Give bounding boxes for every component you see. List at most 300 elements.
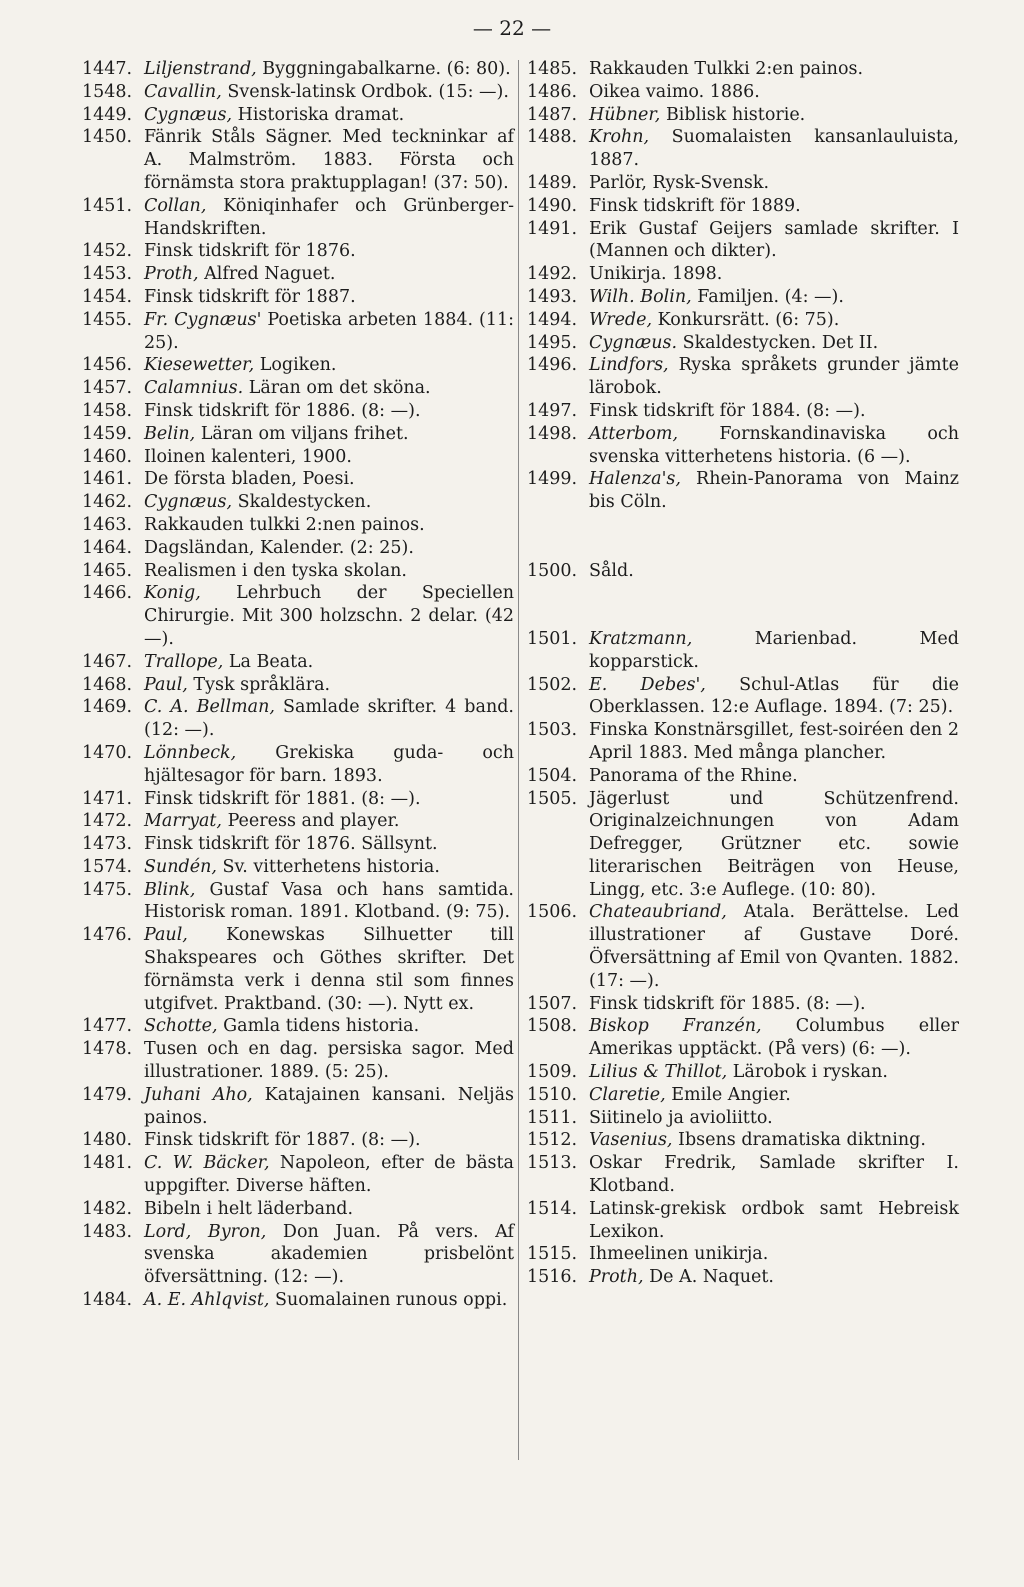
entry-text xyxy=(589,172,959,195)
entry-title: Finsk tidskrift för 1887. xyxy=(144,286,356,307)
catalog-entry xyxy=(82,400,514,423)
catalog-entry xyxy=(82,81,514,104)
entry-text xyxy=(144,1198,514,1221)
catalog-entry xyxy=(82,879,514,925)
catalog-entry xyxy=(527,400,959,423)
entry-title: Såld. xyxy=(589,560,634,581)
catalog-entry xyxy=(82,195,514,241)
catalog-entry xyxy=(527,1129,959,1152)
entry-number: 1488. xyxy=(527,127,578,148)
entry-title: Ihmeelinen unikirja. xyxy=(589,1244,769,1265)
entry-author: Chateaubriand, xyxy=(589,902,727,923)
entry-title: Finsk tidskrift för 1881. (8: —). xyxy=(144,788,421,809)
catalog-entry xyxy=(527,1107,959,1130)
entry-title: Ryska språkets grunder jämte lärobok. xyxy=(589,355,959,399)
entry-text xyxy=(589,195,959,218)
entry-author: Krohn, xyxy=(589,127,650,148)
entry-number: 1487. xyxy=(527,104,578,125)
entry-title: Erik Gustaf Geijers samlade skrifter. I (Mannen och dikter). xyxy=(589,218,959,262)
entry-text xyxy=(589,354,959,400)
entry-text xyxy=(144,560,514,583)
entry-author: Wrede, xyxy=(589,309,653,330)
entry-number: 1482. xyxy=(82,1198,133,1219)
entry-number: 1447. xyxy=(82,59,133,79)
entry-number: 1505. xyxy=(527,788,578,809)
catalog-entry xyxy=(527,901,959,992)
entry-number: 1452. xyxy=(82,241,133,262)
entry-title: Köniqinhafer och Grünberger-Handskriften. xyxy=(144,195,514,239)
entry-text xyxy=(144,446,514,469)
entry-author: Liljenstrand, xyxy=(144,59,257,79)
entry-title: Panorama of the Rhine. xyxy=(589,765,798,786)
catalog-entry xyxy=(82,126,514,194)
catalog-entry xyxy=(527,993,959,1016)
catalog-entry xyxy=(82,1221,514,1289)
entry-number: 1491. xyxy=(527,218,578,239)
entry-title: Samlade skrifter. 4 band. (12: —). xyxy=(144,697,514,741)
entry-number: 1502. xyxy=(527,674,578,695)
catalog-entry xyxy=(527,628,959,674)
entry-text xyxy=(589,1198,959,1244)
left-column xyxy=(82,58,514,1312)
catalog-entry xyxy=(527,468,959,514)
entry-title: Rakkauden Tulkki 2:en painos. xyxy=(589,59,864,79)
entry-number: 1548. xyxy=(82,81,133,102)
catalog-entry xyxy=(82,674,514,697)
entry-text xyxy=(144,696,514,742)
entry-number: 1509. xyxy=(527,1062,578,1083)
entry-title: Realismen i den tyska skolan. xyxy=(144,560,407,581)
entry-author: Biskop Franzén, xyxy=(589,1016,762,1037)
entry-title: Logiken. xyxy=(254,355,337,376)
entry-number: 1500. xyxy=(527,560,578,581)
catalog-entry xyxy=(527,1198,959,1244)
entry-title: Lärobok i ryskan. xyxy=(727,1062,888,1083)
entry-title: Napoleon, efter de bästa uppgifter. Diverse häften. xyxy=(144,1153,514,1197)
entry-text xyxy=(144,537,514,560)
entry-number: 1459. xyxy=(82,423,133,444)
entry-author: Claretie, xyxy=(589,1084,666,1105)
catalog-entry xyxy=(82,810,514,833)
entry-text xyxy=(589,1061,959,1084)
catalog-entry xyxy=(82,446,514,469)
entry-number: 1486. xyxy=(527,81,578,102)
entry-author: Lönnbeck, xyxy=(144,742,237,763)
entry-author: Vasenius, xyxy=(589,1130,673,1151)
entry-number: 1450. xyxy=(82,127,133,148)
entry-author: Proth, xyxy=(589,1267,644,1288)
entry-title: Finska Konstnärsgillet, fest-soiréen den 2 April 1883. Med många plancher. xyxy=(589,720,959,763)
catalog-entry xyxy=(527,218,959,264)
entry-title: Atala. Berättelse. Led illustrationer af Gustave Doré. Öfversättning af Emil von Qvanten. 1882. (17: —). xyxy=(589,902,959,991)
catalog-entry xyxy=(82,833,514,856)
entry-text xyxy=(589,719,959,765)
entry-text xyxy=(589,468,959,514)
catalog-entry xyxy=(527,1266,959,1289)
entry-number: 1468. xyxy=(82,674,133,695)
entry-number: 1484. xyxy=(82,1290,133,1311)
entry-number: 1458. xyxy=(82,400,133,421)
entry-author: Sundén, xyxy=(144,856,217,877)
catalog-entry xyxy=(82,377,514,400)
entry-author: Juhani Aho, xyxy=(144,1084,253,1105)
entry-text xyxy=(589,993,959,1016)
entry-title: De första bladen, Poesi. xyxy=(144,469,355,490)
entry-number: 1451. xyxy=(82,195,133,216)
entry-text xyxy=(144,240,514,263)
catalog-entry xyxy=(82,924,514,1015)
entry-text xyxy=(144,1038,514,1084)
catalog-entry xyxy=(527,332,959,355)
catalog-entry xyxy=(82,263,514,286)
catalog-entry xyxy=(527,1061,959,1084)
entry-text xyxy=(144,309,514,355)
entry-title: Läran om det sköna. xyxy=(243,378,431,399)
entry-number: 1479. xyxy=(82,1084,133,1105)
entry-number: 1496. xyxy=(527,355,578,376)
entry-author: Cygnæus, xyxy=(144,104,233,125)
catalog-entry xyxy=(527,172,959,195)
entry-author: Blink, xyxy=(144,879,196,900)
entry-number: 1470. xyxy=(82,742,133,763)
catalog-entry xyxy=(527,674,959,720)
entry-title: Familjen. (4: —). xyxy=(691,286,844,307)
entry-number: 1489. xyxy=(527,172,578,193)
entry-text xyxy=(144,195,514,241)
entry-number: 1499. xyxy=(527,469,578,490)
catalog-entry xyxy=(82,788,514,811)
catalog-entry xyxy=(82,104,514,127)
catalog-entry xyxy=(527,354,959,400)
entry-title: Finsk tidskrift för 1889. xyxy=(589,195,801,216)
entry-number: 1485. xyxy=(527,59,578,79)
entry-number: 1456. xyxy=(82,355,133,376)
entry-text xyxy=(144,377,514,400)
entry-author: E. Debes', xyxy=(589,674,706,695)
entry-text xyxy=(144,286,514,309)
entry-title: Parlör, Rysk-Svensk. xyxy=(589,172,770,193)
entry-number: 1504. xyxy=(527,765,578,786)
entry-number: 1503. xyxy=(527,720,578,741)
catalog-entry xyxy=(527,81,959,104)
entry-text xyxy=(144,491,514,514)
entry-title: Latinsk-grekisk ordbok samt Hebreisk Lexikon. xyxy=(589,1198,959,1242)
catalog-entry xyxy=(82,560,514,583)
catalog-entry xyxy=(527,1015,959,1061)
entry-title: Suomalainen runous oppi. xyxy=(269,1290,508,1311)
entry-number: 1498. xyxy=(527,423,578,444)
catalog-entry xyxy=(82,651,514,674)
catalog-entry xyxy=(82,1198,514,1221)
catalog-entry xyxy=(527,58,959,81)
entry-title: Tysk språklära. xyxy=(187,674,331,695)
catalog-entry xyxy=(527,126,959,172)
entry-text xyxy=(589,1243,959,1266)
entry-title: Finsk tidskrift för 1876. Sällsynt. xyxy=(144,834,438,855)
entry-text xyxy=(589,58,959,81)
entry-author: Collan, xyxy=(144,195,207,216)
entry-title: De A. Naquet. xyxy=(643,1267,774,1288)
entry-number: 1478. xyxy=(82,1039,133,1060)
entry-number: 1475. xyxy=(82,879,133,900)
entry-number: 1574. xyxy=(82,856,133,877)
entry-text xyxy=(589,1152,959,1198)
entry-title: Suomalaisten kansanlauluista, 1887. xyxy=(589,127,959,171)
entry-title: Historiska dramat. xyxy=(232,104,405,125)
entry-text xyxy=(589,1266,959,1289)
entry-title: Rhein-Panorama von Mainz bis Cöln. xyxy=(589,469,959,513)
entry-number: 1480. xyxy=(82,1130,133,1151)
entry-title: Finsk tidskrift för 1887. (8: —). xyxy=(144,1130,421,1151)
entry-title: Finsk tidskrift för 1886. (8: —). xyxy=(144,400,421,421)
entry-text xyxy=(589,1129,959,1152)
catalog-entry xyxy=(527,560,959,583)
catalog-entry xyxy=(82,582,514,650)
entry-number: 1511. xyxy=(527,1107,578,1128)
catalog-entry xyxy=(527,309,959,332)
entry-title: Iloinen kalenteri, 1900. xyxy=(144,446,352,467)
entry-number: 1510. xyxy=(527,1084,578,1105)
entry-text xyxy=(589,400,959,423)
entry-author: Konig, xyxy=(144,583,201,604)
entry-number: 1460. xyxy=(82,446,133,467)
blank-line xyxy=(527,605,959,628)
entry-author: Cavallin, xyxy=(144,81,222,102)
entry-author: Trallope, xyxy=(144,651,224,672)
entry-number: 1471. xyxy=(82,788,133,809)
catalog-entry xyxy=(527,195,959,218)
entry-author: Calamnius. xyxy=(144,378,244,399)
entry-title: Katajainen kansani. Neljäs painos. xyxy=(144,1084,514,1128)
catalog-entry xyxy=(82,1152,514,1198)
entry-author: Wilh. Bolin, xyxy=(589,286,692,307)
entry-author: Proth, xyxy=(144,264,199,285)
entry-number: 1477. xyxy=(82,1016,133,1037)
entry-text xyxy=(589,1107,959,1130)
entry-author: Lilius & Thillot, xyxy=(589,1062,728,1083)
entry-author: Schotte, xyxy=(144,1016,218,1037)
entry-text xyxy=(589,332,959,355)
entry-title: Finsk tidskrift för 1885. (8: —). xyxy=(589,993,866,1014)
entry-text xyxy=(144,400,514,423)
entry-number: 1462. xyxy=(82,492,133,513)
entry-text xyxy=(144,810,514,833)
entry-number: 1463. xyxy=(82,514,133,535)
entry-number: 1467. xyxy=(82,651,133,672)
entry-number: 1473. xyxy=(82,834,133,855)
blank-line xyxy=(527,582,959,605)
catalog-entry xyxy=(82,354,514,377)
catalog-entry xyxy=(527,1152,959,1198)
entry-title: Peeress and player. xyxy=(222,811,400,832)
entry-title: Jägerlust und Schützenfrend. Originalzeichnungen von Adam Defregger, Grützner etc. sowie literarischen Beiträgen von Heuse, Lingg, etc. 3:e Auflege. (10: 80). xyxy=(589,788,959,900)
entry-author: Cygnæus. xyxy=(589,332,678,353)
entry-text xyxy=(589,126,959,172)
catalog-entry xyxy=(82,537,514,560)
entry-title: Skaldestycken. xyxy=(232,492,372,513)
entry-text xyxy=(144,582,514,650)
entry-title: Oikea vaimo. 1886. xyxy=(589,81,760,102)
entry-text xyxy=(589,309,959,332)
entry-number: 1508. xyxy=(527,1016,578,1037)
entry-author: Marryat, xyxy=(144,811,222,832)
catalog-entry xyxy=(82,286,514,309)
entry-number: 1497. xyxy=(527,400,578,421)
page-number: — 22 — xyxy=(472,16,552,40)
entry-title: Oskar Fredrik, Samlade skrifter I. Klotband. xyxy=(589,1153,959,1197)
entry-text xyxy=(144,468,514,491)
catalog-entry xyxy=(527,719,959,765)
entry-author: Kratzmann, xyxy=(589,628,693,649)
catalog-entry xyxy=(527,765,959,788)
entry-text xyxy=(144,423,514,446)
entry-text xyxy=(589,765,959,788)
entry-text xyxy=(144,1221,514,1289)
entry-number: 1465. xyxy=(82,560,133,581)
entry-number: 1501. xyxy=(527,628,578,649)
entry-author: C. W. Bäcker, xyxy=(144,1153,270,1174)
entry-text xyxy=(589,674,959,720)
catalog-entry xyxy=(82,58,514,81)
catalog-entry xyxy=(527,1243,959,1266)
blank-line xyxy=(527,537,959,560)
entry-title: Sv. vitterhetens historia. xyxy=(216,856,440,877)
catalog-entry xyxy=(82,468,514,491)
entry-number: 1466. xyxy=(82,583,133,604)
entry-text xyxy=(589,104,959,127)
entry-title: Ibsens dramatiska diktning. xyxy=(672,1130,926,1151)
entry-author: Fr. Cygnæus' xyxy=(144,309,262,330)
entry-text xyxy=(144,856,514,879)
entry-title: Fornskandinaviska och svenska vitterhetens historia. (6 —). xyxy=(589,423,959,467)
entry-title: Grekiska guda- och hjältesagor för barn. 1893. xyxy=(144,742,514,786)
entry-author: Lindfors, xyxy=(589,355,669,376)
entry-title: Emile Angier. xyxy=(665,1084,791,1105)
entry-text xyxy=(144,788,514,811)
entry-text xyxy=(589,286,959,309)
entry-author: Halenza's, xyxy=(589,469,681,490)
entry-text xyxy=(144,1129,514,1152)
entry-author: A. E. Ahlqvist, xyxy=(144,1290,270,1311)
entry-number: 1481. xyxy=(82,1153,133,1174)
entry-number: 1449. xyxy=(82,104,133,125)
catalog-entry xyxy=(82,1129,514,1152)
entry-text xyxy=(144,1015,514,1038)
entry-author: Belin, xyxy=(144,423,196,444)
catalog-entry xyxy=(82,856,514,879)
entry-number: 1461. xyxy=(82,469,133,490)
entry-text xyxy=(589,628,959,674)
entry-author: C. A. Bellman, xyxy=(144,697,275,718)
entry-title: Marienbad. Med kopparstick. xyxy=(589,628,959,672)
entry-author: Paul, xyxy=(144,674,188,695)
entry-title: Gamla tidens historia. xyxy=(217,1016,420,1037)
entry-text xyxy=(589,423,959,469)
catalog-entry xyxy=(82,1084,514,1130)
entry-number: 1507. xyxy=(527,993,578,1014)
entry-title: Finsk tidskrift för 1876. xyxy=(144,241,356,262)
entry-title: Byggningabalkarne. (6: 80). xyxy=(256,59,511,79)
entry-text xyxy=(589,788,959,902)
entry-title: Siitinelo ja avioliitto. xyxy=(589,1107,773,1128)
catalog-entry xyxy=(527,788,959,902)
entry-text xyxy=(144,651,514,674)
entry-title: Dagsländan, Kalender. (2: 25). xyxy=(144,537,414,558)
entry-number: 1476. xyxy=(82,925,133,946)
entry-author: Hübner, xyxy=(589,104,661,125)
entry-title: Don Juan. På vers. Af svenska akademien prisbelönt öfversättning. (12: —). xyxy=(144,1221,514,1288)
entry-text xyxy=(144,126,514,194)
entry-text xyxy=(144,742,514,788)
entry-number: 1506. xyxy=(527,902,578,923)
entry-title: Skaldestycken. Det II. xyxy=(677,332,879,353)
entry-text xyxy=(589,901,959,992)
entry-author: Paul, xyxy=(144,925,188,946)
entry-text xyxy=(144,674,514,697)
entry-number: 1514. xyxy=(527,1198,578,1219)
entry-text xyxy=(144,514,514,537)
entry-title: Poetiska arbeten 1884. (11: 25). xyxy=(144,309,514,353)
blank-line xyxy=(527,514,959,537)
entry-text xyxy=(144,104,514,127)
entry-text xyxy=(589,560,959,583)
entry-author: Cygnæus, xyxy=(144,492,233,513)
catalog-entry xyxy=(82,491,514,514)
entry-number: 1512. xyxy=(527,1130,578,1151)
entry-number: 1515. xyxy=(527,1244,578,1265)
entry-text xyxy=(144,1152,514,1198)
catalog-entry xyxy=(82,696,514,742)
entry-text xyxy=(589,1015,959,1061)
catalog-entry xyxy=(82,1015,514,1038)
entry-author: Lord, Byron, xyxy=(144,1221,267,1242)
entry-number: 1493. xyxy=(527,286,578,307)
entry-title: Unikirja. 1898. xyxy=(589,264,723,285)
entry-title: Tusen och en dag. persiska sagor. Med illustrationer. 1889. (5: 25). xyxy=(144,1039,514,1083)
catalog-entry xyxy=(527,263,959,286)
catalog-entry xyxy=(82,742,514,788)
entry-text xyxy=(589,218,959,264)
entry-number: 1464. xyxy=(82,537,133,558)
entry-text xyxy=(144,833,514,856)
entry-text xyxy=(144,81,514,104)
entry-number: 1513. xyxy=(527,1153,578,1174)
entry-number: 1516. xyxy=(527,1267,578,1288)
entry-number: 1494. xyxy=(527,309,578,330)
entry-title: Biblisk historie. xyxy=(660,104,806,125)
entry-title: Alfred Naguet. xyxy=(198,264,336,285)
entry-text xyxy=(144,879,514,925)
catalog-entry xyxy=(527,286,959,309)
entry-title: Fänrik Ståls Sägner. Med teckninkar af A. Malmström. 1883. Första och förnämsta stora praktupplagan! (37: 50). xyxy=(144,127,514,193)
catalog-entry xyxy=(82,1289,514,1312)
entry-number: 1469. xyxy=(82,697,133,718)
entry-text xyxy=(144,1289,514,1312)
right-column xyxy=(527,58,959,1289)
catalog-entry xyxy=(82,309,514,355)
catalog-entry xyxy=(82,514,514,537)
entry-text xyxy=(144,1084,514,1130)
entry-number: 1455. xyxy=(82,309,133,330)
entry-author: Atterbom, xyxy=(589,423,679,444)
entry-title: Konewskas Silhuetter till Shakspeares och Göthes skrifter. Det förnämsta verk i denna stil som finnes utgifvet. Praktband. (30: —). Nytt ex. xyxy=(144,925,514,1014)
entry-title: La Beata. xyxy=(223,651,314,672)
catalog-entry xyxy=(527,423,959,469)
entry-title: Finsk tidskrift för 1884. (8: —). xyxy=(589,400,866,421)
entry-title: Konkursrätt. (6: 75). xyxy=(652,309,840,330)
entry-number: 1472. xyxy=(82,811,133,832)
entry-number: 1457. xyxy=(82,378,133,399)
